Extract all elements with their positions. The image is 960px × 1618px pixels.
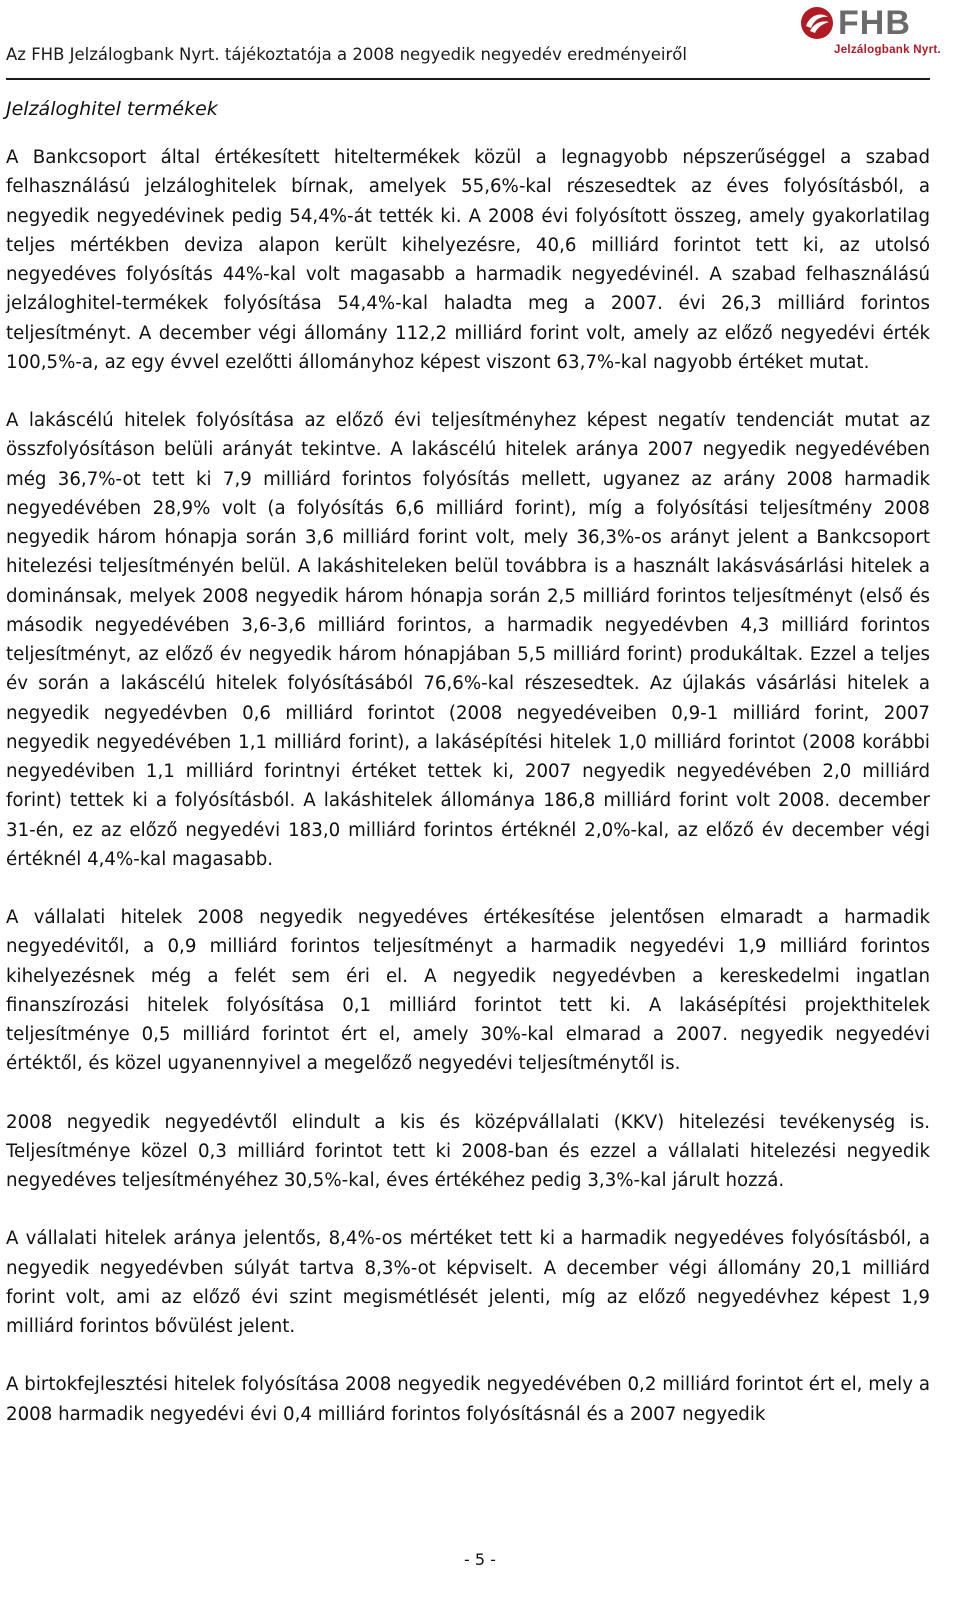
logo-subtitle: Jelzálogbank Nyrt. <box>834 44 942 56</box>
page-number: - 5 - <box>464 1550 496 1569</box>
fhb-emblem-icon <box>800 6 834 40</box>
page-header <box>6 0 942 80</box>
section-heading: Jelzáloghitel termékek <box>6 98 218 120</box>
logo-wordmark: FHB <box>838 4 911 42</box>
paragraph-birtokfejlesztesi: A birtokfejlesztési hitelek folyósítása 2008 negyedik negyedévében 0,2 milliárd forintot ért el, mely a 2008 harmadik negyedévi évi 0,4 milliárd forintos folyósításnál és a 2007 negyedik <box>6 1374 930 1425</box>
fhb-logo <box>800 2 942 64</box>
document-body <box>6 95 930 1458</box>
paragraph-vallalati-hitelek: A vállalati hitelek 2008 negyedik negyedéves értékesítése jelentősen elmaradt a harmadik negyedévitől, a 0,9 milliárd forintos teljesítményt a harmadik negyedévi 1,9 milliárd forintos kihelyezésnek még a felét sem éri el. A negyedik negyedévben a kereskedelmi ingatlan finanszírozási hitelek folyósítása 0,1 milliárd forintot tett ki. A lakásépítési projekthitelek teljesítménye 0,5 milliárd forintot ért el, amely 30%-kal elmarad a 2007. negyedik negyedévi értéktől, és közel ugyanennyivel a megelőző negyedévi teljesítménytől is. <box>6 907 930 1075</box>
paragraph-lakascelu-hitelek: A lakáscélú hitelek folyósítása az előző évi teljesítményhez képest negatív tendenciát mutat az összfolyósításon belüli arányát tekintve. A lakáscélú hitelek aránya 2007 negyedik negyedévében még 36,7%-ot tett ki 7,9 milliárd forintos folyósítás mellett, ugyanez az arány 2008 harmadik negyedévében 28,9% volt (a folyósítás 6,6 milliárd forint), míg a folyósítási teljesítmény 2008 negyedik három hónapja során 3,6 milliárd forint volt, mely 36,3%-os arányt jelent a Bankcsoport hitelezési teljesítményén belül. A lakáshiteleken belül továbbra is a használt lakásvásárlási hitelek a dominánsak, melyek 2008 negyedik három hónapja során 2,5 milliárd forintos teljesítményt (első és második negyedévében 3,6-3,6 milliárd forintos, a harmadik negyedévben 4,3 milliárd forintos teljesítményt, az előző év negyedik három hónapjában 5,5 milliárd forint) produkáltak. Ezzel a teljes év során a lakáscélú hitelek folyósításából 76,6%-kal részesedtek. Az újlakás vásárlási hitelek a negyedik negyedévben 0,6 milliárd forintot (2008 negyedéveiben 0,9-1 milliárd forint, 2007 negyedik negyedévében 1,1 milliárd forint), a lakásépítési hitelek 1,0 milliárd forintot (2008 korábbi negyedéviben 1,1 milliárd forintnyi értéket tettek ki, 2007 negyedik negyedévében 2,0 milliárd forint) tettek ki a folyósításból. A lakáshitelek állománya 186,8 milliárd forint volt 2008. december 31-én, ez az előző negyedévi 183,0 milliárd forintos értéknél 2,0%-kal, az előző év december végi értéknél 4,4%-kal magasabb. <box>6 410 930 870</box>
paragraph-vallalati-arany: A vállalati hitelek aránya jelentős, 8,4%-os mértéket tett ki a harmadik negyedéves folyósításból, a negyedik negyedévben súlyát tartva 8,3%-ot képviselt. A december végi állomány 20,1 milliárd forint volt, ami az előző évi szint megismétlését jelenti, míg az előző negyedévhez képest 1,9 milliárd forintos bővülést jelent. <box>6 1228 930 1337</box>
paragraph-szabad-felhasznalasu: A Bankcsoport által értékesített hiteltermékek közül a legnagyobb népszerűséggel a szabad felhasználású jelzáloghitelek bírnak, amelyek 55,6%-kal részesedtek az éves folyósításból, a negyedik negyedévinek pedig 54,4%-át tették ki. A 2008 évi folyósított összeg, amely gyakorlatilag teljes mértékben deviza alapon került kihelyezésre, 40,6 milliárd forintot tett ki, az utolsó negyedéves folyósítás 44%-kal volt magasabb a harmadik negyedévinél. A szabad felhasználású jelzáloghitel-termékek folyósítása 54,4%-kal haladta meg a 2007. évi 26,3 milliárd forintos teljesítményt. A december végi állomány 112,2 milliárd forint volt, amely az előző negyedévi érték 100,5%-a, az egy évvel ezelőtti állományhoz képest viszont 63,7%-kal nagyobb értéket mutat. <box>6 147 930 373</box>
document-title: Az FHB Jelzálogbank Nyrt. tájékoztatója a 2008 negyedik negyedév eredményeiről <box>6 45 687 64</box>
paragraph-kkv-hitelezes: 2008 negyedik negyedévtől elindult a kis és középvállalati (KKV) hitelezési tevékenység is. Teljesítménye közel 0,3 milliárd forintot tett ki 2008-ban és ezzel a vállalati hitelezési negyedik negyedéves teljesítményéhez 30,5%-kal, éves értékéhez pedig 3,3%-kal járult hozzá. <box>6 1111 930 1191</box>
